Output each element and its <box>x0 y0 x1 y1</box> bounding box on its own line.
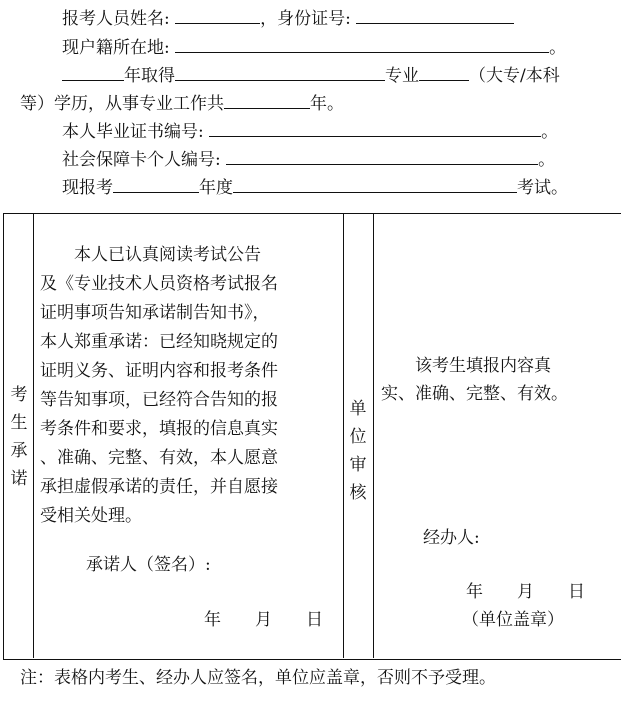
signer-field[interactable]: 承诺人（签名）: <box>86 555 211 575</box>
name-label: 报考人员姓名: <box>62 9 170 29</box>
major-blank[interactable] <box>175 65 385 81</box>
review-date[interactable]: 年 月 日 <box>466 582 585 602</box>
exam-name-blank[interactable] <box>233 177 517 193</box>
id-blank[interactable] <box>356 8 514 24</box>
table-divider <box>33 213 34 658</box>
footnote: 注：表格内考生、经办人应签名，单位应盖章，否则不予受理。 <box>20 668 496 688</box>
unit-review-label: 单 位 审 核 <box>349 399 367 503</box>
form-line-name <box>62 8 514 30</box>
unit-seal: （单位盖章） <box>462 610 564 630</box>
table-divider <box>373 213 374 658</box>
pledge-date[interactable]: 年 月 日 <box>204 610 323 630</box>
form-line-experience: 等）学历，从事专业工作共 年。 <box>20 94 344 114</box>
social-security-blank[interactable] <box>226 149 538 165</box>
form-line-exam: 现报考 年度 考试。 <box>62 178 568 198</box>
name-blank[interactable] <box>175 8 260 24</box>
table-divider <box>343 213 344 658</box>
form-line-residence: 现户籍所在地: 。 <box>62 38 567 58</box>
id-label: ，身份证号: <box>260 9 351 29</box>
residence-label: 现户籍所在地: <box>62 38 170 58</box>
degree-blank[interactable] <box>419 65 469 81</box>
form-line-diploma: 本人毕业证书编号: 。 <box>62 122 559 142</box>
handler-field[interactable]: 经办人: <box>423 528 480 548</box>
residence-blank[interactable] <box>175 37 549 53</box>
form-line-social-security: 社会保障卡个人编号: 。 <box>62 150 556 170</box>
diploma-blank[interactable] <box>209 121 541 137</box>
review-text: 该考生填报内容真 实、准确、完整、有效。 <box>381 356 568 404</box>
exam-year-blank[interactable] <box>113 177 199 193</box>
experience-blank[interactable] <box>224 93 310 109</box>
year-blank[interactable] <box>62 65 124 81</box>
form-line-degree: 年取得 专业 （大专/本科 <box>62 65 560 87</box>
pledge-text: 本人已认真阅读考试公告 及《专业技术人员资格考试报名 证明事项告知承诺制告知书》， 本人郑重承诺：已经知晓规定的 证明义务、证明内容和报考条件 等告知事项，已经符合告知的报 考条件和要求，填报的信息真实 、准确、完整、有效，本人愿意 承担虚假承诺的责任，并自愿接 受相关处理。 <box>40 245 278 526</box>
candidate-pledge-label: 考 生 承 诺 <box>10 385 28 489</box>
